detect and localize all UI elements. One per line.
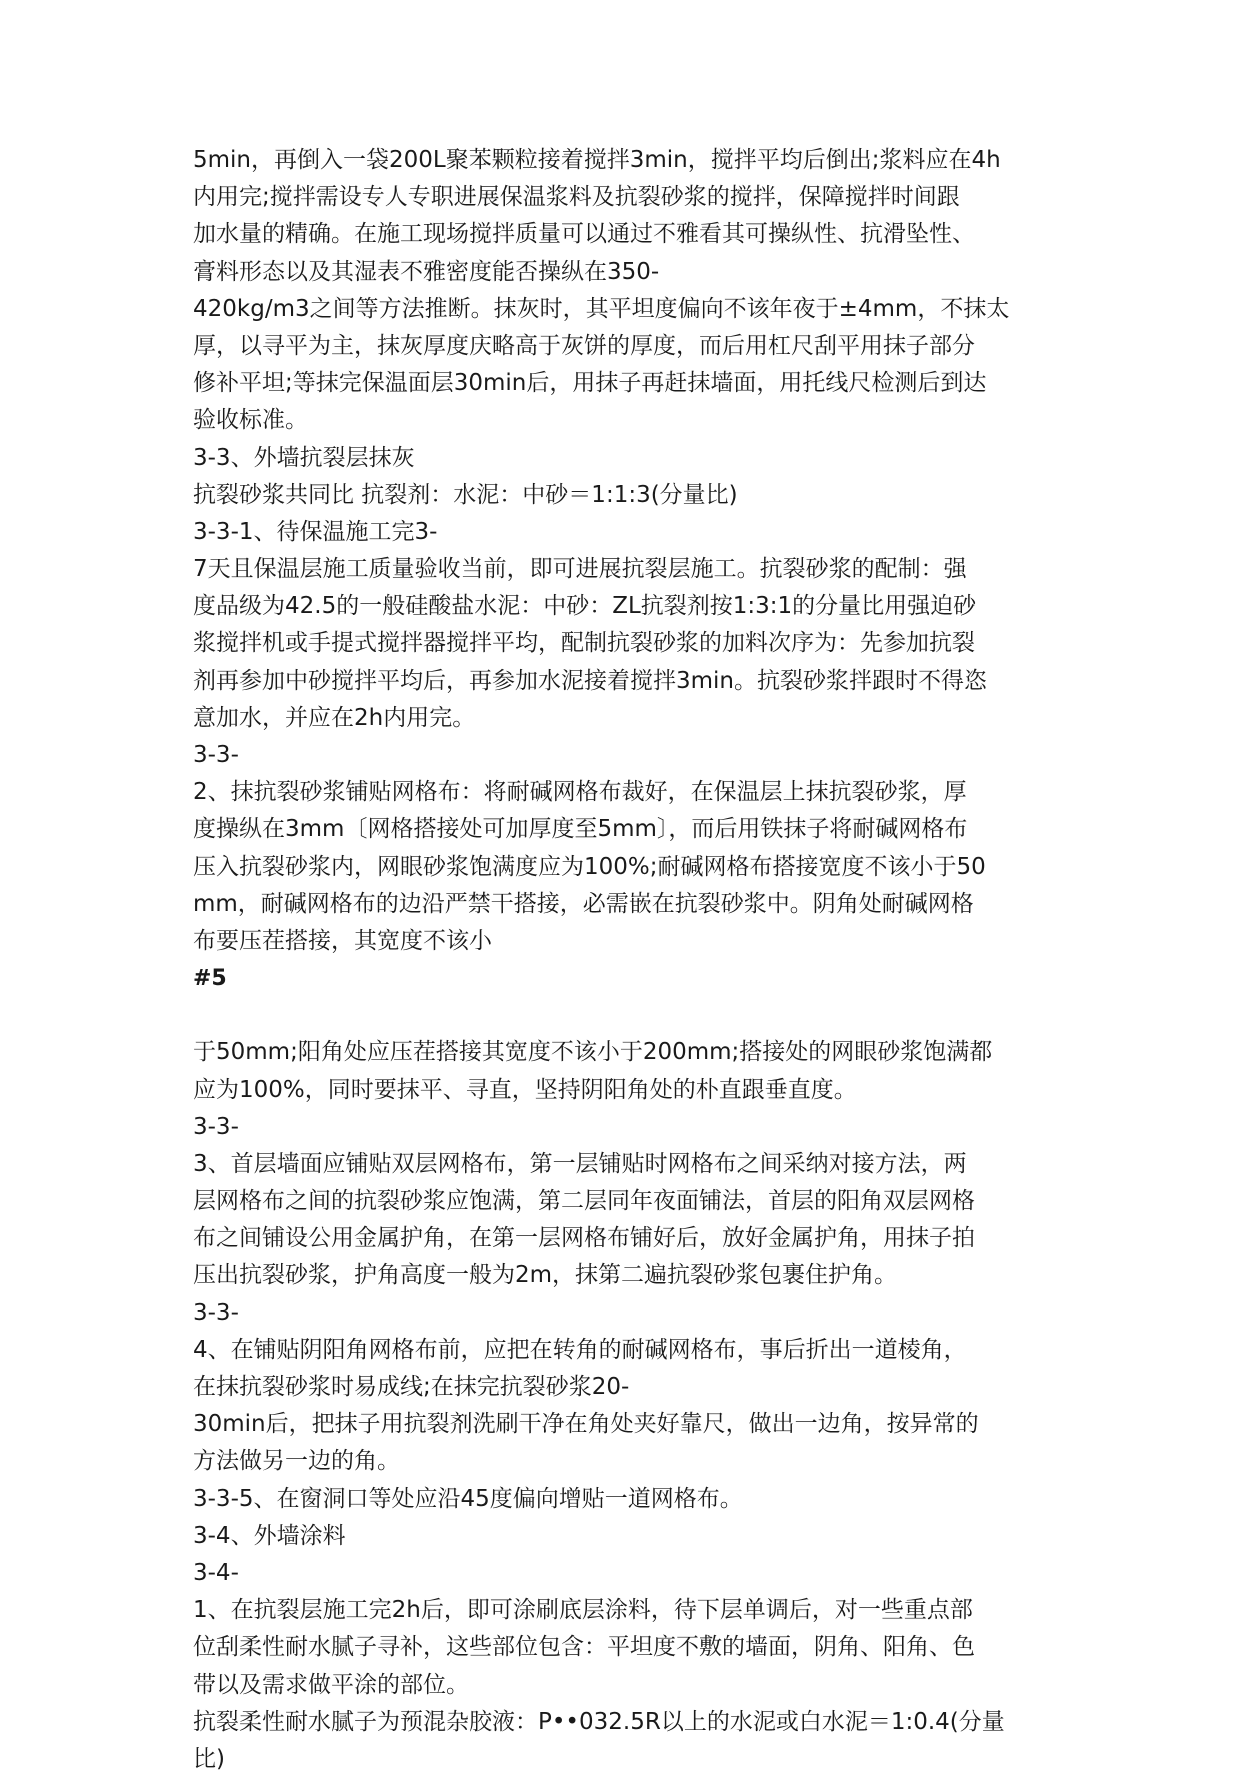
text-line: 内用完;搅拌需设专人专职进展保温浆料及抗裂砂浆的搅拌，保障搅拌时间跟 — [193, 184, 960, 211]
text-line: 抗裂柔性耐水腻子为预混杂胶液：P••032.5R以上的水泥或白水泥＝1:0.4(分量 — [193, 1708, 1005, 1735]
text-line: 3-3-5、在窗洞口等处应沿45度偏向增贴一道网格布。 — [193, 1485, 743, 1512]
text-line: 420kg/m3之间等方法推断。抹灰时，其平坦度偏向不该年夜于±4mm，不抹太 — [193, 295, 1010, 322]
text-line: 2、抹抗裂砂浆铺贴网格布：将耐碱网格布裁好，在保温层上抹抗裂砂浆，厚 — [193, 779, 967, 806]
text-line: 压入抗裂砂浆内，网眼砂浆饱满度应为100%;耐碱网格布搭接宽度不该小于50 — [193, 853, 986, 880]
text-line: 于50mm;阳角处应压茬搭接其宽度不该小于200mm;搭接处的网眼砂浆饱满都 — [193, 1039, 993, 1066]
page-number-marker: #5 — [193, 966, 227, 992]
text-block-2 — [193, 1034, 1063, 1778]
text-line: 应为100%，同时要抹平、寻直，坚持阴阳角处的朴直跟垂直度。 — [193, 1076, 857, 1103]
text-line: 位刮柔性耐水腻子寻补，这些部位包含：平坦度不敷的墙面，阴角、阳角、色 — [193, 1634, 975, 1661]
text-line: 5min，再倒入一袋200L聚苯颗粒接着搅拌3min，搅拌平均后倒出;浆料应在4h — [193, 147, 1001, 173]
text-line: 30min后，把抹子用抗裂剂洗刷干净在角处夹好靠尺，做出一边角，按异常的 — [193, 1411, 979, 1438]
text-line: 比) — [193, 1745, 225, 1772]
text-line: 1、在抗裂层施工完2h后，即可涂刷底层涂料，待下层单调后，对一些重点部 — [193, 1597, 973, 1624]
text-line: 厚，以寻平为主，抹灰厚度庆略高于灰饼的厚度，而后用杠尺刮平用抹子部分 — [193, 332, 975, 359]
text-line: 3-3- — [193, 1299, 239, 1326]
text-line: 在抹抗裂砂浆时易成线;在抹完抗裂砂浆20- — [193, 1374, 630, 1400]
text-line: 抗裂砂浆共同比 抗裂剂：水泥：中砂＝1:1:3(分量比) — [193, 481, 738, 508]
text-line: 带以及需求做平涂的部位。 — [193, 1671, 469, 1698]
text-line: 剂再参加中砂搅拌平均后，再参加水泥接着搅拌3min。抗裂砂浆拌跟时不得恣 — [193, 667, 988, 694]
text-line: 布之间铺设公用金属护角，在第一层网格布铺好后，放好金属护角，用抹子拍 — [193, 1225, 975, 1252]
text-line: 3-4- — [193, 1559, 239, 1586]
text-line: 膏料形态以及其湿表不雅密度能否操纵在350- — [193, 258, 660, 285]
text-block-1 — [193, 142, 1063, 960]
text-line: 3-3、外墙抗裂层抹灰 — [193, 444, 415, 471]
text-line: 3-3- — [193, 742, 239, 768]
text-line: 层网格布之间的抗裂砂浆应饱满，第二层同年夜面铺法，首层的阳角双层网格 — [193, 1188, 975, 1215]
text-line: 加水量的精确。在施工现场搅拌质量可以通过不雅看其可操纵性、抗滑坠性、 — [193, 221, 975, 248]
text-line: 3-4、外墙涂料 — [193, 1522, 346, 1549]
text-line: 度品级为42.5的一般硅酸盐水泥：中砂：ZL抗裂剂按1:3:1的分量比用强迫砂 — [193, 593, 977, 620]
text-line: mm，耐碱网格布的边沿严禁干搭接，必需嵌在抗裂砂浆中。阴角处耐碱网格 — [193, 890, 974, 917]
text-line: 意加水，并应在2h内用完。 — [193, 704, 476, 731]
document-page — [193, 142, 1063, 1778]
text-line: 7天且保温层施工质量验收当前，即可进展抗裂层施工。抗裂砂浆的配制：强 — [193, 556, 967, 583]
text-line: 4、在铺贴阴阳角网格布前，应把在转角的耐碱网格布，事后折出一道棱角， — [193, 1336, 967, 1363]
text-line: 验收标准。 — [193, 407, 308, 434]
text-line: 3、首层墙面应铺贴双层网格布，第一层铺贴时网格布之间采纳对接方法，两 — [193, 1150, 967, 1177]
text-line: 压出抗裂砂浆，护角高度一般为2m，抹第二遍抗裂砂浆包裹住护角。 — [193, 1262, 898, 1289]
text-line: 方法做另一边的角。 — [193, 1448, 400, 1475]
text-line: 度操纵在3mm〔网格搭接处可加厚度至5mm〕，而后用铁抹子将耐碱网格布 — [193, 816, 968, 843]
text-line: 3-3- — [193, 1113, 239, 1140]
text-line: 3-3-1、待保温施工完3- — [193, 518, 438, 545]
text-line: 修补平坦;等抹完保温面层30min后，用抹子再赶抹墙面，用托线尺检测后到达 — [193, 370, 987, 397]
text-line: 浆搅拌机或手提式搅拌器搅拌平均，配制抗裂砂浆的加料次序为：先参加抗裂 — [193, 630, 975, 657]
text-line: 布要压茬搭接，其宽度不该小 — [193, 927, 492, 954]
